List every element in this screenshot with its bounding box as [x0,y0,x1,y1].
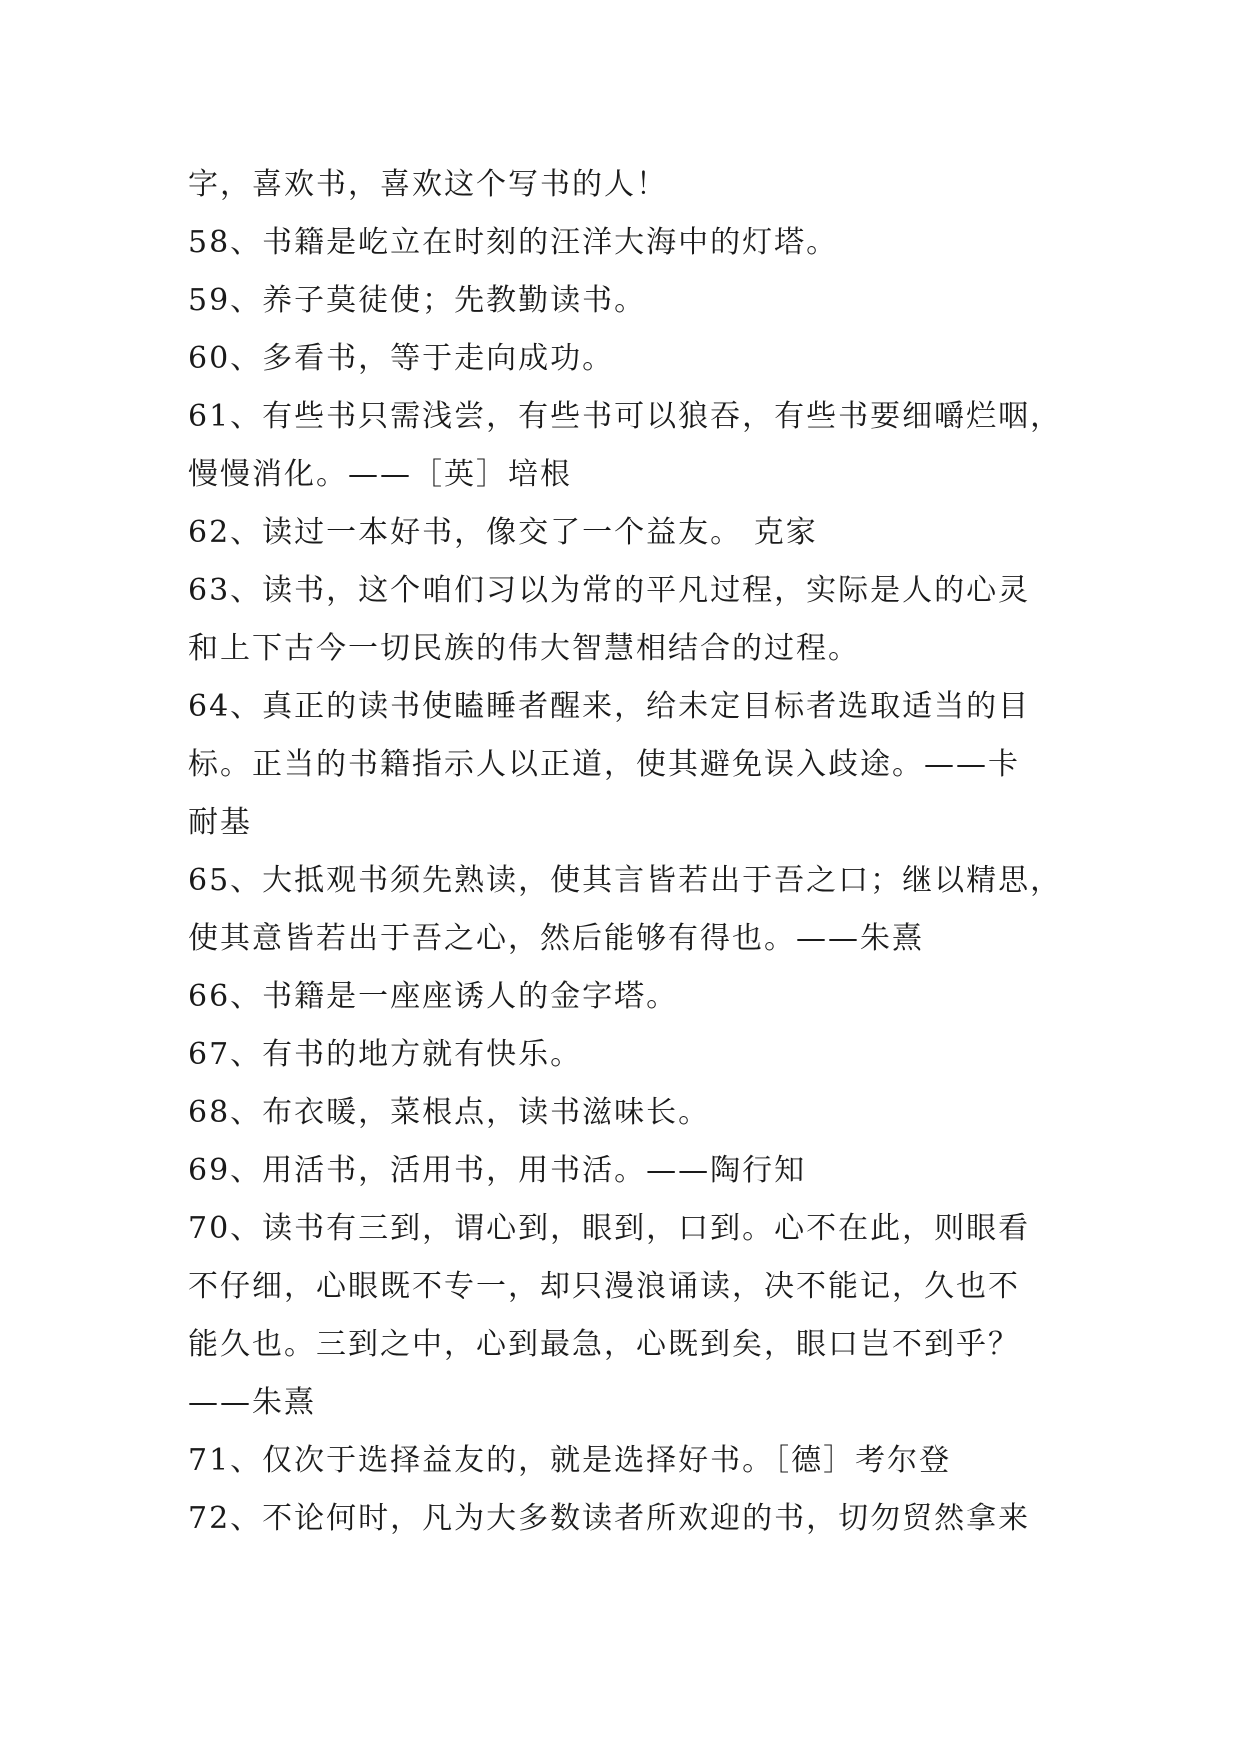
text-line: 59、养子莫徒使；先教勤读书。 [188,283,647,318]
document-body [188,156,1068,1548]
text-line: 63、读书，这个咱们习以为常的平凡过程，实际是人的心灵 [188,573,1031,608]
text-line: ——朱熹 [188,1385,316,1420]
text-line: 68、布衣暖，菜根点，读书滋味长。 [188,1095,711,1130]
text-line: 66、书籍是一座座诱人的金字塔。 [188,979,679,1014]
text-line: 64、真正的读书使瞌睡者醒来，给未定目标者选取适当的目 [188,689,1031,724]
text-line: 72、不论何时，凡为大多数读者所欢迎的书，切勿贸然拿来 [188,1501,1031,1536]
text-line: 慢慢消化。——［英］培根 [188,457,572,492]
text-line: 不仔细，心眼既不专一，却只漫浪诵读，决不能记，久也不 [188,1269,1020,1304]
text-line: 字，喜欢书，喜欢这个写书的人！ [188,167,668,202]
text-line: 58、书籍是屹立在时刻的汪洋大海中的灯塔。 [188,225,839,260]
text-line: 60、多看书，等于走向成功。 [188,341,615,376]
text-line: 标。正当的书籍指示人以正道，使其避免误入歧途。——卡 [188,747,1020,782]
text-line: 61、有些书只需浅尝，有些书可以狼吞，有些书要细嚼烂咽， [188,399,1063,434]
text-line: 67、有书的地方就有快乐。 [188,1037,583,1072]
text-line: 70、读书有三到，谓心到，眼到，口到。心不在此，则眼看 [188,1211,1031,1246]
text-line: 62、读过一本好书，像交了一个益友。 克家 [188,515,818,550]
text-line: 耐基 [188,805,252,840]
text-line: 能久也。三到之中，心到最急，心既到矣，眼口岂不到乎？ [188,1327,1020,1362]
text-line: 和上下古今一切民族的伟大智慧相结合的过程。 [188,631,860,666]
text-line: 69、用活书，活用书，用书活。——陶行知 [188,1153,807,1188]
text-line: 71、仅次于选择益友的，就是选择好书。［德］考尔登 [188,1443,952,1478]
text-line: 使其意皆若出于吾之心，然后能够有得也。——朱熹 [188,921,924,956]
text-line: 65、大抵观书须先熟读，使其言皆若出于吾之口；继以精思， [188,863,1063,898]
